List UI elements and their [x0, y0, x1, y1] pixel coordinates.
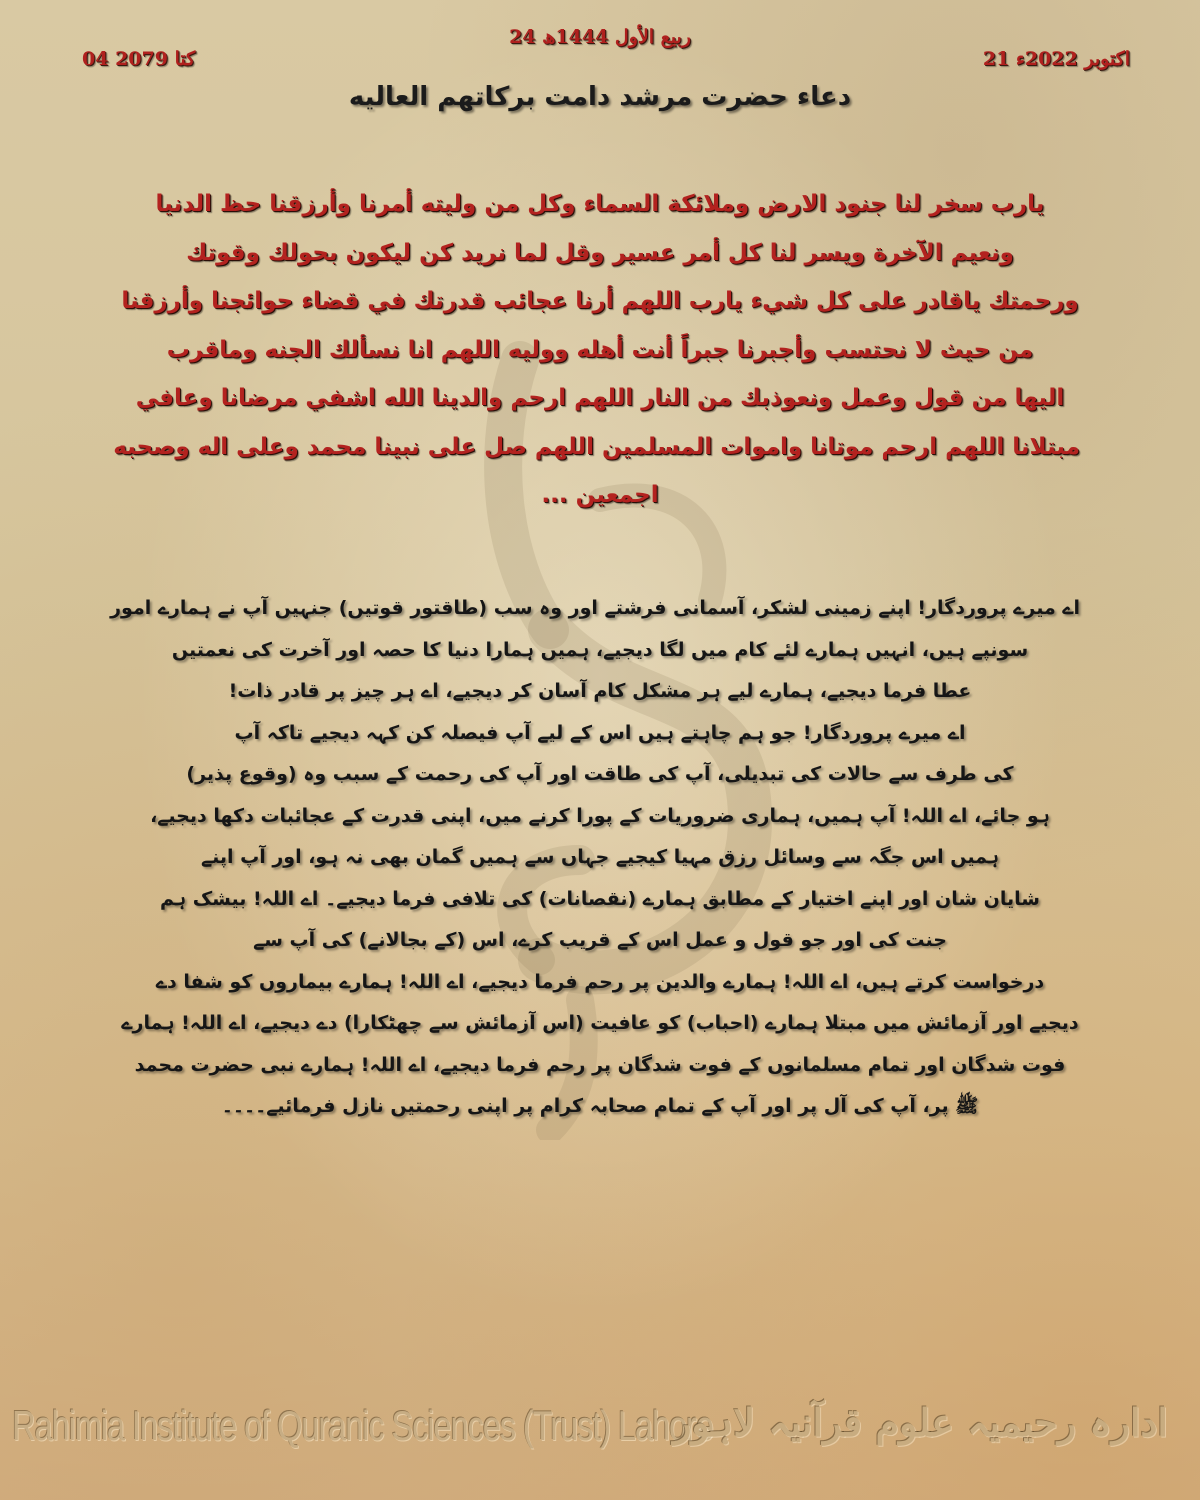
page-title: دعاء حضرت مرشد دامت برکاتهم العالیه	[348, 82, 852, 112]
institute-name-urdu-logo: ادارہ رحیمیہ علوم قرآنیہ لاہور	[673, 1400, 1168, 1445]
arabic-line: ونعيم الآخرة ويسر لنا كل أمر عسير وقل لما نريد كن ليكون بحولك وقوتك	[186, 239, 1014, 266]
arabic-line: اجمعين ...	[541, 482, 659, 508]
urdu-line: درخواست کرتے ہیں، اے اللہ! ہمارے والدین پر رحم فرما دیجیے، اے اللہ! ہمارے بیماروں کو شفا دے	[155, 970, 1045, 993]
hijri-date: 24 ربیع الأول 1444ھ	[509, 26, 691, 48]
urdu-line: جنت کی اور جو قول و عمل اس کے قریب کرے، اس (کے بجالانے) کی آپ سے	[253, 929, 947, 951]
urdu-line: دیجیے اور آزمائش میں مبتلا ہمارے (احباب) کو عافیت (اس آزمائش سے چھٹکارا) دے دیجیے، اے اللہ! ہمارے	[121, 1012, 1079, 1034]
urdu-line: عطا فرما دیجیے، ہمارے لیے ہر مشکل کام آسان کر دیجیے، اے ہر چیز پر قادر ذات!	[228, 680, 972, 702]
urdu-line: ہمیں اس جگہ سے وسائل رزق مہیا کیجیے جہاں سے ہمیں گمان بھی نہ ہو، اور آپ اپنے	[200, 846, 1000, 868]
urdu-line: کی طرف سے حالات کی تبدیلی، آپ کی طاقت اور آپ کی رحمت کے سبب وہ (وقوع پذیر)	[186, 763, 1014, 785]
urdu-line: ﷺ پر، آپ کی آل پر اور آپ کے تمام صحابہ کرام پر اپنی رحمتیں نازل فرمائیے۔۔۔۔	[221, 1095, 979, 1117]
urdu-translation	[110, 588, 1080, 1128]
arabic-line: مبتلانا اللهم ارحم موتانا واموات المسلمين اللهم صل على نبينا محمد وعلى اله وصحبه	[113, 433, 1080, 460]
urdu-line: ہو جائے، اے اللہ! آپ ہمیں، ہماری ضروریات کے پورا کرنے میں، اپنی قدرت کے عجائبات دکھا دیجیے،	[150, 804, 1050, 827]
arabic-dua	[113, 180, 1080, 520]
institute-name-english: Rahimia Institute of Quranic Sciences (Trust) Lahore	[12, 1402, 713, 1449]
arabic-line: ورحمتك ياقادر على كل شيء يارب اللهم أرنا عجائب قدرتك في قضاء حوائجنا وأرزقنا	[121, 288, 1079, 314]
arabic-line: يارب سخر لنا جنود الارض وملائكة السماء وكل من وليته أمرنا وأرزقنا حظ الدنيا	[155, 191, 1045, 217]
urdu-line: اے میرے پروردگار! جو ہم چاہتے ہیں اس کے لیے آپ فیصلہ کن کہہ دیجیے تاکہ آپ	[234, 721, 966, 744]
urdu-line: سونپے ہیں، انہیں ہمارے لئے کام میں لگا دیجیے، ہمیں ہمارا دنیا کا حصہ اور آخرت کی نعمتیں	[171, 638, 1029, 661]
arabic-line: من حيث لا نحتسب وأجبرنا جبراً أنت أهله ووليه اللهم انا نسألك الجنه وماقرب	[166, 336, 1034, 363]
urdu-line: شایان شان اور اپنے اختیار کے مطابق ہمارے (نقصانات) کی تلافی فرما دیجیے۔ اے اللہ! بیشک ہم	[160, 887, 1040, 910]
arabic-line: اليها من قول وعمل ونعوذبك من النار اللهم ارحم والدينا الله اشفي مرضانا وعافي	[135, 385, 1065, 411]
gregorian-date: 21 اکتوبر 2022ء	[982, 48, 1130, 70]
urdu-line: اے میرے پروردگار! اپنے زمینی لشکر، آسمانی فرشتے اور وہ سب (طاقتور قوتیں) جنہیں آپ نے ہمارے امور	[110, 597, 1080, 619]
urdu-line: فوت شدگان اور تمام مسلمانوں کے فوت شدگان پر رحم فرما دیجیے، اے اللہ! ہمارے نبی حضرت محمد	[134, 1053, 1066, 1076]
bikrami-date: 04 کتا 2079	[82, 48, 196, 70]
